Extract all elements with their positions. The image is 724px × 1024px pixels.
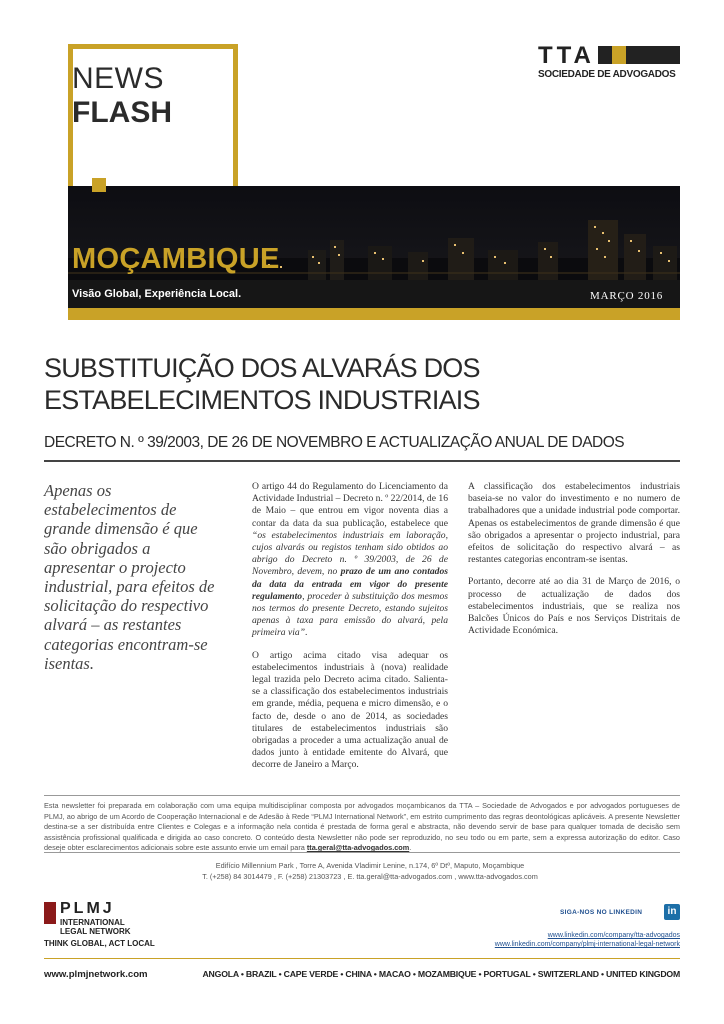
tta-logo-bar bbox=[598, 46, 680, 64]
article-column-2 bbox=[252, 481, 448, 782]
network-website-link[interactable]: www.plmjnetwork.com bbox=[44, 969, 148, 980]
gold-square-mark bbox=[92, 178, 106, 192]
address-line-2: T. (+258) 84 3014479 , F. (+258) 21303723 , E. tta.geral@tta-advogados.com , www.tta-advogados.com bbox=[202, 872, 538, 881]
text-run: . bbox=[409, 843, 412, 853]
tta-linkedin-link[interactable]: www.linkedin.com/company/tta-advogados bbox=[547, 932, 680, 939]
plmj-tagline: THINK GLOBAL, ACT LOCAL bbox=[44, 939, 155, 948]
italic-quote: , proceder à substituição dos mesmos nos termos do presente Decreto, estando sujeitos apenas à taxa para emissão do alvará, pela primeira via” bbox=[252, 590, 448, 639]
countries-list: ANGOLA • BRAZIL • CAPE VERDE • CHINA • MACAO • MOZAMBIQUE • PORTUGAL • SWITZERLAND • UNITED KINGDOM bbox=[202, 969, 680, 979]
pull-quote: Apenas os estabelecimentos de grande dimensão é que são obrigados a apresentar o projecto industrial, para efeitos de solicitação do respectivo alvará – as restantes categorias encontram-se isentas. bbox=[44, 481, 215, 673]
disclaimer-top-rule bbox=[44, 795, 680, 796]
disclaimer-text: Esta newsletter foi preparada em colaboração com uma equipa multidisciplinar composta por advogados moçambicanos da TTA – Sociedade de Advogados e por advogados portugueses de PLMJ, ao abrigo de um Acordo de Cooperação Internacional e de Adesão à Rede “PLMJ International Network”, em estrito cumprimento das regras deontológicas aplicáveis. A presente Newsletter destina-se a ser distribuída entre Clientes e Colegas e a informação nela contida é prestada de forma geral e abstracta, não devendo servir de base para qualquer tomada de decisão sem assistência profissional qualificada e dirigida ao caso concreto. O conteúdo desta Newsletter não pode ser reproduzido, no seu todo ou em parte, sem a expressa autorização do editor. Caso deseje obter esclarecimentos adicionais sobre este assunto envie um email para bbox=[44, 801, 680, 853]
tta-logo: TTA bbox=[538, 42, 595, 69]
flash-label: FLASH bbox=[72, 96, 172, 129]
article-title bbox=[44, 352, 684, 416]
paragraph: A classificação dos estabelecimentos industriais baseia-se no valor do investimento e no numero de trabalhadores que a unidade industrial pode comportar. Apenas os estabelecimentos de grande dimensão é que são obrigados a apresentar o projecto industrial, para efeitos de solicitação do respectivo alvará – as restantes categorias encontram-se isentas. bbox=[468, 481, 680, 566]
article-column-3 bbox=[468, 481, 680, 647]
tta-logo-gold-mark bbox=[612, 46, 626, 64]
article-subtitle: DECRETO N. º 39/2003, DE 26 DE NOVEMBRO E ACTUALIZAÇÃO ANUAL DE DADOS bbox=[44, 434, 625, 451]
paragraph: O artigo acima citado visa adequar os estabelecimentos industriais à (nova) realidade legal trazida pelo Decreto acima citado. Salienta-se a classificação dos estabelecimentos industriais em grande, média, pequena e micro dimensão, e o facto de, desde o ano de 2014, as sociedades titulares de estabelecimentos industriais são obrigadas a proceder a uma actualização anual de dados junto à entidade emitente do Alvará, que decorre de Janeiro a Março. bbox=[252, 649, 448, 771]
paragraph: Portanto, decorre até ao dia 31 de Março de 2016, o processo de actualização de dados dos estabelecimentos industriais, que se realiza nos Balcões Únicos do País e nos Serviços Distritais de Actividade Económica. bbox=[468, 576, 680, 637]
plmj-linkedin-link[interactable]: www.linkedin.com/company/plmj-international-legal-network bbox=[494, 941, 680, 948]
gold-divider-bar bbox=[68, 308, 680, 320]
address-line-1: Edifício Millennium Park , Torre A, Avenida Vladimir Lenine, n.174, 6º Dtº, Maputo, Moçambique bbox=[215, 861, 525, 870]
linkedin-icon[interactable]: in bbox=[664, 904, 680, 920]
footer-rule bbox=[44, 958, 680, 959]
slogan: Visão Global, Experiência Local. bbox=[72, 288, 242, 300]
plmj-name: PLMJ bbox=[60, 900, 115, 917]
firm-name: SOCIEDADE DE ADVOGADOS bbox=[538, 69, 676, 80]
paragraph bbox=[252, 481, 448, 640]
title-line-2: ESTABELECIMENTOS INDUSTRIAIS bbox=[44, 385, 480, 415]
title-line-1: SUBSTITUIÇÃO DOS ALVARÁS DOS bbox=[44, 353, 480, 383]
country-title: MOÇAMBIQUE bbox=[72, 243, 280, 275]
office-address bbox=[120, 860, 620, 882]
italic-quote: “os estabelecimentos industriais em laboração, cujos alvarás ou registos tenham sido obtidos ao abrigo do Decreto n. º 39/2003, de 26 de Novembro, devem, no bbox=[252, 529, 448, 578]
contact-email-link[interactable]: tta.geral@tta-advogados.com bbox=[306, 843, 410, 853]
plmj-line-2: INTERNATIONAL bbox=[60, 918, 125, 927]
issue-date: MARÇO 2016 bbox=[590, 290, 664, 302]
bold-italic-quote: prazo de um ano contados da data da entrada em vigor do presente regulamento bbox=[252, 566, 448, 602]
linkedin-follow-label: SIGA-NOS NO LINKEDIN bbox=[560, 909, 643, 916]
text-run: . bbox=[305, 627, 308, 639]
text-run: O artigo 44 do Regulamento do Licenciamento da Actividade Industrial – Decreto n. º 22/2014, de 16 de Maio – que entrou em vigor noventa dias a contar da data da sua publicação, estabelece que bbox=[252, 481, 448, 529]
disclaimer bbox=[44, 801, 680, 854]
plmj-logo-mark bbox=[44, 902, 56, 924]
news-label: NEWS bbox=[72, 62, 164, 95]
title-divider bbox=[44, 460, 680, 462]
disclaimer-bottom-rule bbox=[44, 852, 680, 853]
plmj-line-3: LEGAL NETWORK bbox=[60, 927, 131, 936]
